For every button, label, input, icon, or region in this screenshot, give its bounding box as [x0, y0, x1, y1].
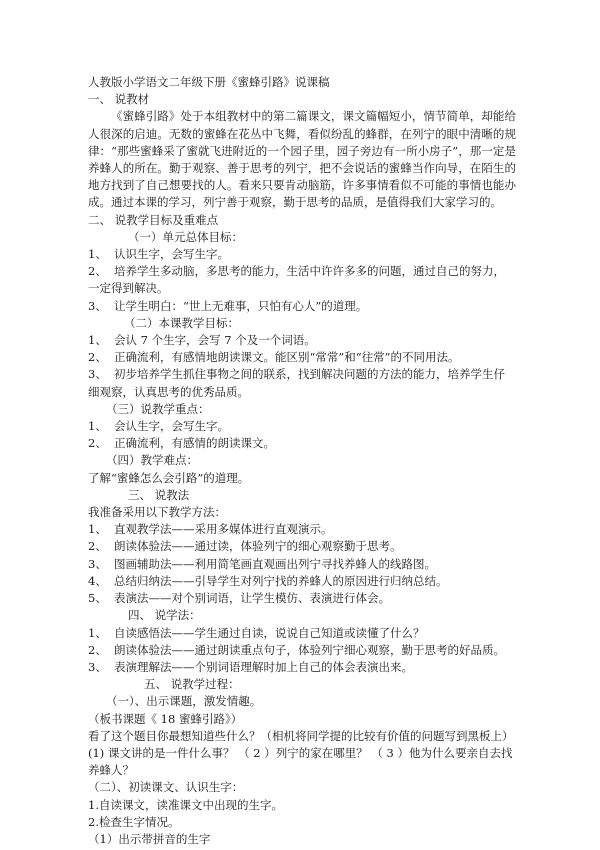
key-point-item: 2、 正确流利，有感情的朗读课文。 [88, 436, 275, 451]
lesson-goal-item: 1、 会认 7 个生字，会写 7 个及一个词语。 [88, 333, 316, 348]
methods-intro: 我准备采用以下教学方法： [88, 505, 226, 520]
process-step: 看了这个题目你最想知道些什么？（相机将同学提的比较有价值的问题写到黑板上） (1) 课文讲的是一件什么事？ （ 2 ）列宁的家在哪里？ （ 3 ）他为什么要亲自去找养蜂人？ [88, 728, 514, 778]
unit-goal-item: 1、 认识生字，会写生字。 [88, 247, 229, 262]
section-heading-2: 二、 说教学目标及重难点 [88, 212, 219, 227]
textbook-paragraph: 《蜜蜂引路》处于本组教材中的第二篇课文，课文篇幅短小，情节简单，却能给人很深的启迪。无数的蜜蜂在花丛中飞舞，看似纷乱的蜂群，在列宁的眼中清晰的规律：“那些蜜蜂采了蜜就飞进附近的一个园子里，园子旁边有一所小房子”，那一定是养蜂人的所在。勤于观察、善于思考的列宁，把不会说话的蜜蜂当作向导，在陌生的地方找到了自己想要找的人。看来只要肯动脑筋，许多事情看似不可能的事情也能办成。通过本课的学习，列宁善于观察，勤于思考的品质，是值得我们大家学习的。 [88, 109, 516, 210]
method-item: 4、 总结归纳法——引导学生对列宁找的养蜂人的原因进行归纳总结。 [88, 573, 448, 588]
lesson-goal-heading: （二）本课教学目标： [124, 315, 239, 330]
process-step: （一）、出示课题，激发情趣。 [106, 694, 262, 709]
method-item: 1、 直观教学法——采用多媒体进行直观演示。 [88, 522, 333, 537]
process-step: （板书课题《 18 蜜蜂引路》） [88, 711, 243, 726]
learning-item: 2、 朗读体验法——通过朗读重点句子，体验列宁细心观察，勤于思考的好品质。 [88, 642, 505, 657]
learning-item: 3、 表演理解法——个别词语理解时加上自己的体会表演出来。 [88, 659, 413, 674]
method-item: 2、 朗读体验法——通过读，体验列宁的细心观察勤于思考。 [88, 539, 402, 554]
document-title: 人教版小学语文二年级下册《蜜蜂引路》说课稿 [88, 75, 330, 89]
method-item: 3、 图画辅助法——利用简笔画直观画出列宁寻找养蜂人的线路图。 [88, 556, 436, 571]
unit-goal-item: 2、 培养学生多动脑，多思考的能力，生活中许许多多的问题，通过自己的努力，一定得到解决。 [88, 264, 505, 296]
section-heading-1: 一、 说教材 [88, 92, 150, 107]
key-points-heading: （三）说教学重点： [106, 401, 210, 416]
section-heading-5: 五、 说教学过程： [144, 677, 240, 692]
method-item: 5、 表演法——对个别词语，让学生模仿、表演进行体会。 [88, 591, 390, 606]
section-heading-3: 三、 说教法 [128, 487, 190, 502]
difficulty-text: 了解“蜜蜂怎么会引路”的道理。 [88, 470, 250, 485]
difficulty-heading: （四）教学难点： [106, 453, 198, 468]
process-step: （1）出示带拼音的生字 [88, 831, 211, 846]
learning-item: 1、 自读感悟法——学生通过自读，说说自己知道或读懂了什么？ [88, 625, 425, 640]
process-step: （二）、初读课文、认识生字： [88, 780, 244, 795]
process-step: 2.检查生字情况。 [88, 814, 180, 829]
key-point-item: 1、 会认生字，会写生字。 [88, 419, 229, 434]
section-heading-4: 四、 说学法： [128, 608, 201, 623]
process-step: 1.自读课文，读准课文中出现的生字。 [88, 797, 283, 812]
lesson-goal-item: 3、 初步培养学生抓住事物之间的联系，找到解决问题的方法的能力，培养学生仔细观察，认真思考的优秀品质。 [88, 367, 505, 399]
document-body [88, 74, 516, 848]
lesson-goal-item: 2、 正确流利，有感情地朗读课文。能区别“常常”和“往常”的不同用法。 [88, 350, 460, 365]
unit-goal-heading: （一）单元总体目标： [128, 229, 243, 244]
unit-goal-item: 3、 让学生明白：“世上无难事，只怕有心人”的道理。 [88, 298, 368, 313]
